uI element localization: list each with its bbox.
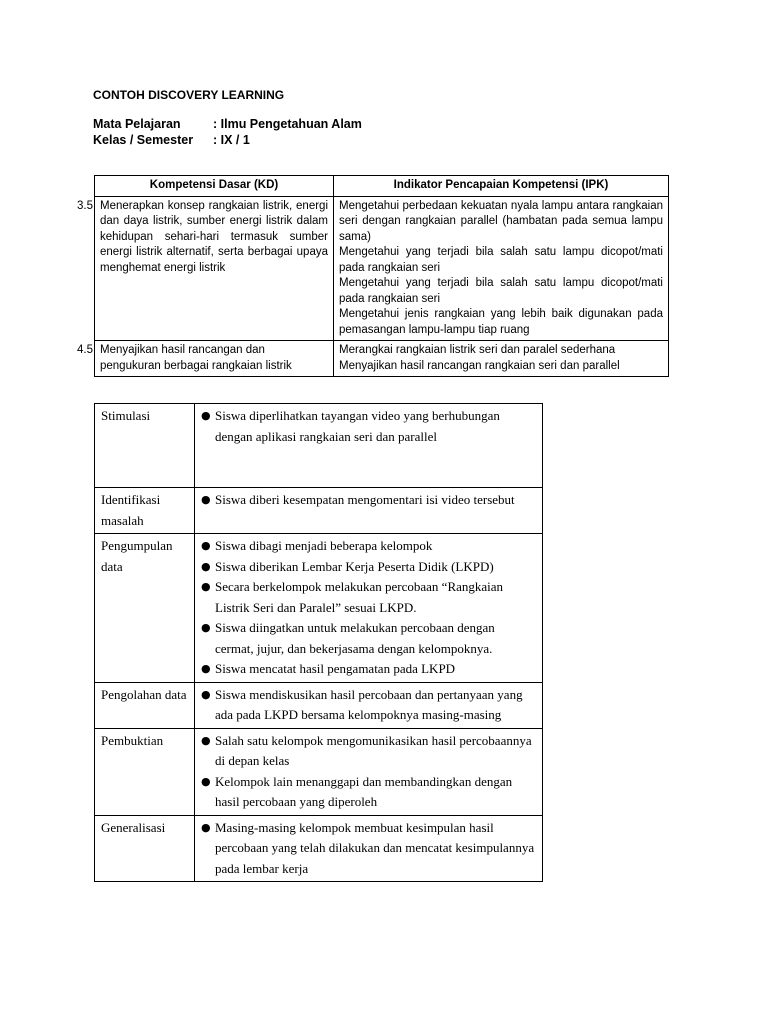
kd-ipk-table <box>77 175 669 377</box>
kd-table-header-row <box>95 176 669 197</box>
bullet-icon: ● <box>201 687 211 701</box>
subject-label: Mata Pelajaran <box>93 117 181 131</box>
activity-text: Siswa diberikan Lembar Kerja Peserta Didik (LKPD) <box>215 558 494 574</box>
kd-cell <box>77 341 334 377</box>
activity-text: Siswa mencatat hasil pengamatan pada LKPD <box>215 661 456 676</box>
step-name: Pembuktian <box>95 728 195 815</box>
step-row-pembuktian <box>95 728 543 815</box>
activity-item <box>201 557 536 578</box>
activity-item <box>201 731 536 772</box>
activity-text: Siswa mendiskusikan hasil percobaan dan pertanyaan yang ada pada LKPD bersama kelompoknya masing-masing <box>215 686 523 722</box>
bullet-icon: ● <box>201 774 211 788</box>
activity-item <box>201 659 536 680</box>
kd-table-row <box>95 196 669 341</box>
discovery-steps-table <box>94 403 543 882</box>
activity-list <box>201 685 536 726</box>
ipk-item: Mengetahui yang terjadi bila salah satu lampu dicopot/mati pada rangkaian seri <box>339 246 663 274</box>
kd-text: Menerapkan konsep rangkaian listrik, energi dan daya listrik, sumber energi listrik dalam kehidupan sehari-hari termasuk sumber energi listrik alternatif, serta berbagai upaya menghemat energi listrik <box>100 199 328 274</box>
meta-subject-row <box>93 117 362 131</box>
activity-item <box>201 772 536 813</box>
kd-number: 3.5 <box>77 199 93 212</box>
kd-number: 4.5 <box>77 344 93 356</box>
step-name: Identifikasi masalah <box>95 488 195 534</box>
bullet-icon: ● <box>201 621 211 634</box>
bullet-icon: ● <box>201 559 211 573</box>
activity-text: Kelompok lain menanggapi dan membandingkan dengan hasil percobaan yang diperoleh <box>215 773 513 809</box>
kd-text: Menyajikan hasil rancangan dan pengukuran berbagai rangkaian listrik <box>100 344 292 372</box>
bullet-icon: ● <box>201 493 211 506</box>
bullet-icon: ● <box>201 820 211 834</box>
step-row-stimulasi <box>95 404 543 488</box>
step-name: Pengumpulan data <box>95 534 195 683</box>
ipk-header: Indikator Pencapaian Kompetensi (IPK) <box>334 176 669 197</box>
activity-list <box>201 490 536 511</box>
bullet-icon: ● <box>201 409 211 422</box>
bullet-icon: ● <box>201 539 211 552</box>
step-activities <box>195 534 543 683</box>
step-row-generalisasi <box>95 815 543 882</box>
step-activities <box>195 404 543 488</box>
step-name: Generalisasi <box>95 815 195 882</box>
activity-item <box>201 618 536 659</box>
step-row-identifikasi <box>95 488 543 534</box>
bullet-icon: ● <box>201 662 211 675</box>
ipk-cell <box>334 196 669 341</box>
ipk-item: Mengetahui perbedaan kekuatan nyala lampu antara rangkaian seri dengan rangkaian parallel (hambatan pada semua lampu sama) <box>339 199 663 243</box>
ipk-item: Merangkai rangkaian listrik seri dan paralel sederhana <box>339 344 616 356</box>
activity-list <box>201 818 536 880</box>
ipk-item: Menyajikan hasil rancangan rangkaian seri dan parallel <box>339 359 620 372</box>
step-name: Pengolahan data <box>95 682 195 728</box>
activity-list <box>201 731 536 813</box>
step-row-pengolahan <box>95 682 543 728</box>
step-row-pengumpulan <box>95 534 543 683</box>
activity-item <box>201 577 536 618</box>
bullet-icon: ● <box>201 733 211 747</box>
document-title: CONTOH DISCOVERY LEARNING <box>93 88 285 102</box>
activity-item <box>201 536 536 557</box>
activity-text: Secara berkelompok melakukan percobaan “Rangkaian Listrik Seri dan Paralel” sesuai LKPD. <box>215 579 504 615</box>
class-value: : IX / 1 <box>213 133 250 147</box>
activity-item <box>201 406 536 447</box>
kd-table-row <box>95 341 669 377</box>
meta-class-row <box>93 133 250 147</box>
ipk-item: Mengetahui jenis rangkaian yang lebih baik digunakan pada pemasangan lampu-lampu tiap ruang <box>339 308 663 336</box>
activity-text: Salah satu kelompok mengomunikasikan hasil percobaannya di depan kelas <box>215 732 532 768</box>
step-activities <box>195 728 543 815</box>
activity-item <box>201 685 536 726</box>
ipk-item: Mengetahui yang terjadi bila salah satu lampu dicopot/mati pada rangkaian seri <box>339 277 663 305</box>
activity-item <box>201 818 536 880</box>
kd-header: Kompetensi Dasar (KD) <box>95 176 334 197</box>
step-name: Stimulasi <box>95 404 195 488</box>
activity-item <box>201 490 536 511</box>
subject-value: : Ilmu Pengetahuan Alam <box>213 117 362 131</box>
step-activities <box>195 488 543 534</box>
activity-text: Siswa diberi kesempatan mengomentari isi video tersebut <box>215 492 515 507</box>
activity-text: Masing-masing kelompok membuat kesimpulan hasil percobaan yang telah dilakukan dan mencatat kesimpulannya pada lembar kerja <box>215 819 535 876</box>
activity-list <box>201 536 536 680</box>
kd-cell <box>77 196 334 341</box>
bullet-icon: ● <box>201 580 211 593</box>
class-label: Kelas / Semester <box>93 133 194 147</box>
activity-text: Siswa diperlihatkan tayangan video yang berhubungan dengan aplikasi rangkaian seri dan parallel <box>215 408 500 444</box>
ipk-cell <box>334 341 669 377</box>
activity-text: Siswa dibagi menjadi beberapa kelompok <box>215 538 433 553</box>
activity-list <box>201 406 536 447</box>
step-activities <box>195 682 543 728</box>
activity-text: Siswa diingatkan untuk melakukan percobaan dengan cermat, jujur, dan bekerjasama dengan kelompoknya. <box>215 620 495 656</box>
step-activities <box>195 815 543 882</box>
